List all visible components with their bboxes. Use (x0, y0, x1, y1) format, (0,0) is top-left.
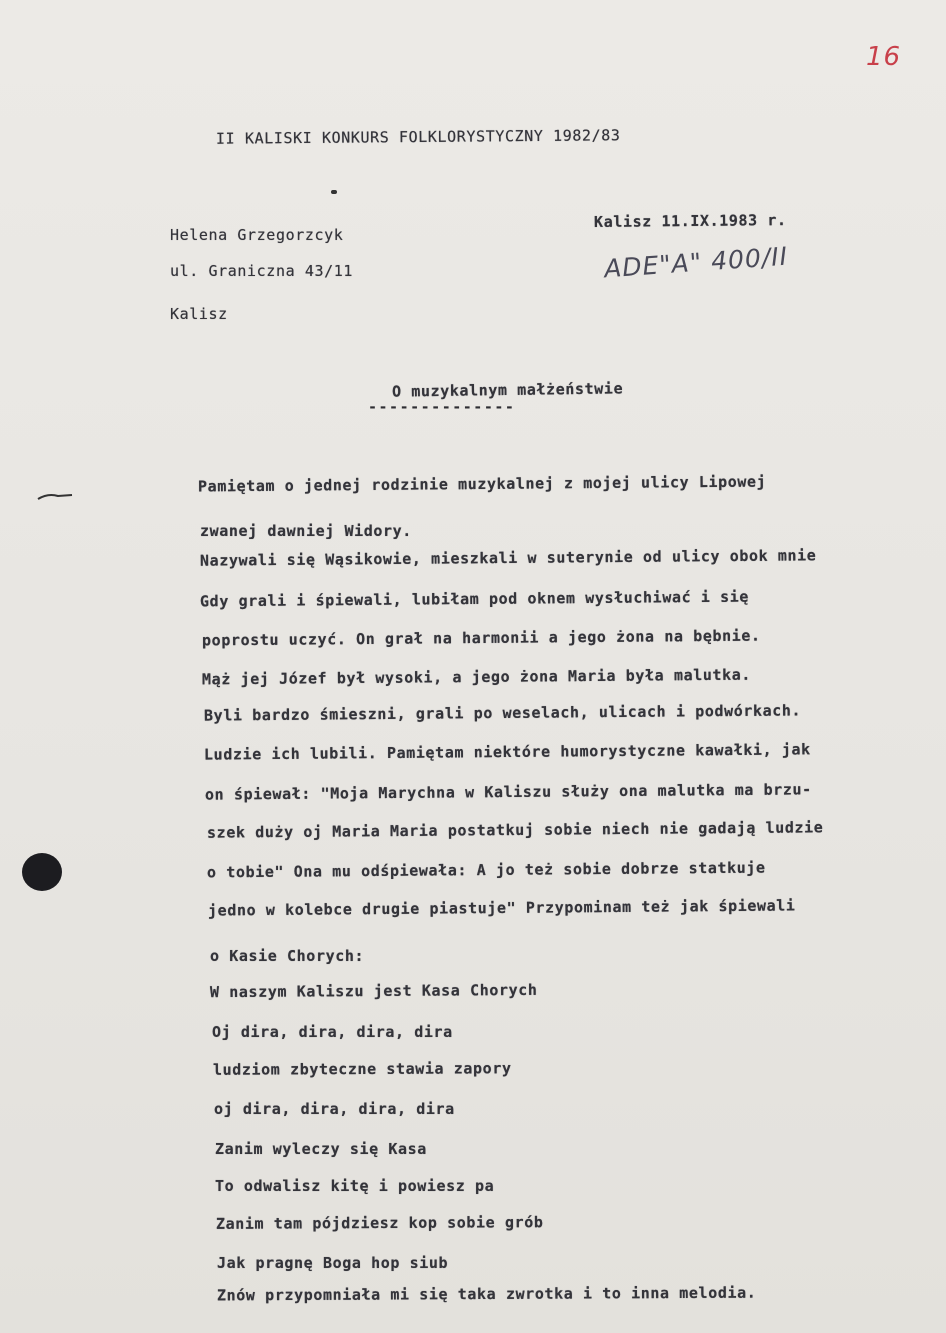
page-number: 16 (866, 42, 902, 72)
story-line: Jak pragnę Boga hop siub (217, 1254, 449, 1272)
story-line: To odwalisz kitę i powiesz pa (215, 1177, 495, 1195)
story-title: O muzykalnym małżeństwie (391, 379, 624, 401)
story-line: Zanim tam pójdziesz kop sobie grób (215, 1213, 544, 1233)
story-line: oj dira, dira, dira, dira (214, 1100, 455, 1118)
story-line: Pamiętam o jednej rodzinie muzykalnej z mojej ulicy Lipowej (197, 472, 767, 496)
story-line: Oj dira, dira, dira, dira (212, 1023, 453, 1041)
story-line: on śpiewał: "Moja Marychna w Kaliszu służy ona malutka ma brzu- (204, 780, 812, 804)
punch-hole (22, 853, 62, 891)
ink-mark (36, 488, 76, 500)
story-line: Mąż jej Józef był wysoki, a jego żona Maria była malutka. (201, 665, 752, 689)
story-line: jedno w kolebce drugie piastuje" Przypominam też jak śpiewali (207, 896, 796, 920)
story-line: Zanim wyleczy się Kasa (215, 1140, 427, 1158)
story-line: W naszym Kaliszu jest Kasa Chorych (209, 980, 538, 1002)
story-line: szek duży oj Maria Maria postatkuj sobie niech nie gadają ludzie (206, 818, 824, 842)
author-street: ul. Graniczna 43/11 (170, 262, 353, 280)
story-line: Gdy grali i śpiewali, lubiłam pod oknem wysłuchiwać i się (199, 587, 750, 611)
story-line: Nazywali się Wąsikowie, mieszkali w suterynie od ulicy obok mnie (199, 546, 817, 570)
story-line: o Kasie Chorych: (210, 947, 365, 965)
author-name: Helena Grzegorzcyk (170, 226, 344, 244)
story-line: ludziom zbyteczne stawia zapory (212, 1059, 512, 1079)
story-line: zwanej dawniej Widory. (200, 522, 412, 540)
ink-dot (331, 190, 337, 194)
story-line: o tobie" Ona mu odśpiewała: A jo też sobie dobrze statkuje (206, 858, 766, 882)
story-line: Byli bardzo śmieszni, grali po weselach, ulicach i podwórkach. (203, 701, 802, 725)
story-line: Ludzie ich lubili. Pamiętam niektóre humorystyczne kawałki, jak (203, 740, 811, 764)
date-line: Kalisz 11.IX.1983 r. (593, 210, 787, 232)
title-underline: -------------- (368, 398, 516, 416)
story-line: Znów przypomniała mi się taka zwrotka i to inna melodia. (216, 1283, 757, 1305)
story-line: poprostu uczyć. On grał na harmonii a jego żona na bębnie. (201, 626, 761, 650)
contest-title: II KALISKI KONKURS FOLKLORYSTYCZNY 1982/83 (215, 126, 621, 148)
archive-mark: ADE"A" 400/II (603, 241, 789, 284)
author-city: Kalisz (170, 305, 228, 323)
